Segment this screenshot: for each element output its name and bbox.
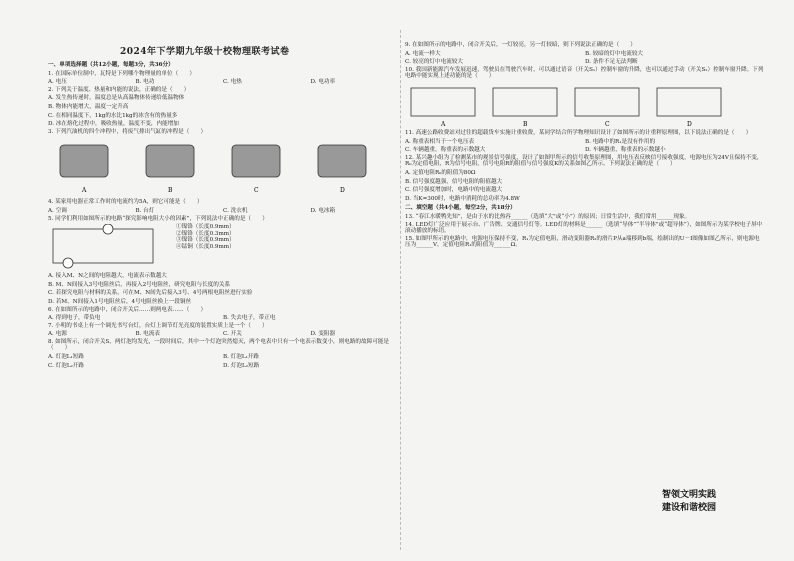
q14-stem: 14. LED灯广泛应用于展示台、广告牌、交通信号灯等。LED灯的材料是______（选填“导体”“半导体”或“超导体”），如图所示为某学校电子屏中滚动播放的标语。 (405, 221, 763, 235)
q8-option-d[interactable]: D. 灯泡L₂短路 (223, 362, 260, 369)
q9-options (405, 50, 765, 67)
q8-option-c[interactable]: C. 灯泡L₂开路 (48, 362, 84, 369)
q5-option-d[interactable]: D. 若M、N间接入1号电阻丝后，4号电阻丝换上一段铜丝 (48, 298, 192, 305)
q11-options (405, 138, 765, 155)
q5-wire-3: ③镍铬（长度0.9mm） (176, 237, 235, 244)
q12-option-b[interactable]: B. 信号强度越强，信号电阻的阻值越大 (405, 178, 503, 185)
q4-option-c[interactable]: C. 洗衣机 (223, 207, 248, 214)
page-title: 2024年下学期九年级十校物理联考试卷 (120, 47, 290, 57)
q11-option-c[interactable]: C. 车辆越重，称重表的示数越大 (405, 147, 486, 154)
q5-wire-4: ④锰铜（长度0.9mm） (176, 243, 235, 250)
q9-stem: 9. 在如图所示的电路中，闭合开关后，一灯较亮，另一灯较暗，则下列说法正确的是（ ） (405, 42, 636, 48)
q5-option-c[interactable]: C. 若探究电阻与材料的关系，可在M、N间先后接入3号、4号两根电阻丝进行实验 (48, 290, 253, 297)
q15-stem: 15. 如图甲所示的电路中，电源电压保持不变，R₁为定值电阻，滑动变阻器R₂的滑片P从a端移到b端，绘制出的U－I图像如图乙所示，则电源电压为______V，定值电阻R₁的阻值为______Ω。 (405, 235, 760, 249)
q5-wire-2: ②镍铬（长度0.3mm） (176, 230, 235, 237)
q12-option-a[interactable]: A. 定值电阻R₀的阻值为80Ω (405, 169, 476, 176)
q2-option-a[interactable]: A. 发生热传递时，温度总是从高温物体传递给低温物体 (48, 95, 185, 102)
circuit-label-c: C (605, 120, 610, 128)
q8-options (48, 353, 398, 370)
column-divider (400, 30, 401, 550)
engine-label-b: B (168, 187, 173, 195)
q1-option-d[interactable]: D. 电功率 (310, 79, 336, 86)
q7-stem: 7. 小明的书桌上有一个调光书写台灯，台灯上调节灯光亮度的装置实质上是一个（ ） (48, 322, 268, 329)
window-circuits-diagram (405, 82, 735, 128)
q5-option-a[interactable]: A. 接入M、N之间的电阻越大，电流表示数越大 (48, 273, 167, 280)
q9-option-c[interactable]: C. 较亮的灯中电流较大 (405, 59, 463, 66)
q8-stem: 8. 如图所示，闭合开关S，两灯泡均发光，一段时间后，其中一个灯泡突然熄灭，两个电表中只有一个电表示数变小，则电路的故障可能是（ ） (48, 338, 389, 352)
lamp-icon (103, 224, 113, 234)
q8-option-a[interactable]: A. 灯泡L₁短路 (48, 354, 84, 361)
q11-stem: 11. 高速公路收费站对过往的超载货车实施计重收费，某同学结合所学物理知识设计了如图所示的计重秤原理图，以下说法正确的是（ ） (405, 129, 752, 136)
q1-options (48, 78, 398, 87)
q6-stem: 6. 在如图所示的电路中，闭合开关后……则两电表……（ ） (48, 306, 207, 313)
q6-options (48, 314, 398, 323)
q11-option-b[interactable]: B. 电路中的R₁是没有作用的 (585, 138, 656, 145)
q10-circuits (405, 82, 765, 128)
q3-engine-figures (48, 137, 398, 197)
section2-heading: 二、填空题（共4小题，每空2分，共18分） (405, 205, 516, 212)
q2-option-b[interactable]: B. 物体内能增大，温度一定升高 (48, 103, 129, 110)
circuit-a (411, 88, 475, 116)
circuit-d (657, 88, 721, 116)
q4-options (48, 207, 398, 216)
q11-option-a[interactable]: A. 称重表相当于一个电压表 (405, 138, 475, 145)
right-column (405, 42, 765, 250)
left-column (48, 60, 398, 370)
q1-stem: 1. 在国际单位制中，瓦特是下列哪个物理量的单位（ ） (48, 70, 195, 77)
engine-strokes-diagram (48, 137, 388, 197)
engine-c (232, 145, 280, 177)
engine-label-d: D (340, 187, 345, 195)
circuit-label-d: D (687, 120, 692, 128)
q1-option-a[interactable]: A. 电压 (48, 79, 67, 86)
q1-option-c[interactable]: C. 电热 (223, 79, 242, 86)
engine-b (146, 145, 194, 177)
q8-option-b[interactable]: B. 灯泡L₁开路 (223, 354, 259, 361)
q4-option-d[interactable]: D. 电冰箱 (310, 207, 336, 214)
circuit-label-a: A (441, 120, 446, 128)
q7-option-d[interactable]: D. 变阻器 (310, 331, 336, 338)
q1-option-b[interactable]: B. 电功 (135, 79, 155, 86)
engine-d (318, 145, 366, 177)
circuit-b (493, 88, 557, 116)
q12-stem: 12. 某兴趣小组为了检测某市的观景信号强度，设计了如图甲所示的信号收集原理图，用电压表反映信号接收强度，电源电压为24V且保持不变，R₀为定值电阻，R为信号电阻，信号电阻R的阻值与信号强度K的关系如图乙所示。下列说法正确的是（ ） (405, 154, 763, 168)
q7-options (48, 330, 398, 339)
q9-option-a[interactable]: A. 电流一样大 (405, 50, 441, 57)
q2-stem: 2. 下列关于温度、热量和内能的说法，正确的是（ ） (48, 86, 190, 93)
q5-figure (48, 224, 398, 270)
q5-circuit (48, 224, 168, 270)
q6-option-b[interactable]: B. 失去电子，带正电 (223, 315, 276, 322)
q5-option-b[interactable]: B. M、N间接入3号电阻丝后，再接入2号电阻丝，研究电阻与长度的关系 (48, 281, 231, 288)
slogan-line-1: 智领文明实践 (662, 490, 717, 500)
q13-stem: 13. “春江水暖鸭先知”，是由于水的比热容______（选填“大”或“小”）的原因；日常生活中，我们常用______现象。 (405, 213, 691, 220)
q3-stem: 3. 下列汽油机的四个冲程中，将废气排出气缸的冲程是（ ） (48, 128, 207, 135)
q7-option-a[interactable]: A. 电源 (48, 331, 67, 338)
q10-stem: 10. 我国新能源汽车发展迅速，驾驶员在驾驶汽车时，可以通过语音（开关S₁）控制车窗的升降，也可以通过手动（开关S₂）控制车窗升降。下列电路中能实现上述功能的是（ ） (405, 66, 764, 80)
q11-option-d[interactable]: D. 车辆越重，称重表的示数越小 (585, 147, 666, 154)
slogan-line-2: 建设和谐校园 (662, 503, 717, 513)
q12-option-d[interactable]: D. 当K=300时，电路中消耗的总功率为4.8W (405, 195, 520, 202)
q6-option-a[interactable]: A. 得到电子，带负电 (48, 315, 101, 322)
engine-label-c: C (254, 187, 259, 195)
ammeter-icon (63, 258, 73, 268)
q2-option-c[interactable]: C. 在相同温度下，1kg的水比1kg的冰含有的热量多 (48, 112, 178, 119)
q7-option-c[interactable]: C. 开关 (223, 331, 242, 338)
section1-heading: 一、单项选择题（共12小题，每题3分，共36分） (48, 62, 174, 68)
q5-wire-1: ①镍铬（长度0.9mm） (176, 224, 235, 231)
q4-option-b[interactable]: B. 台灯 (135, 207, 155, 214)
q4-option-a[interactable]: A. 空调 (48, 207, 67, 214)
engine-a (60, 145, 108, 177)
q9-option-d[interactable]: D. 条件不足无法判断 (585, 59, 638, 66)
circuit-label-b: B (523, 120, 528, 128)
q2-option-d[interactable]: D. 冰在熔化过程中，吸收热量，温度不变，内能增加 (48, 121, 179, 128)
q5-stem: 5. 同学们利用如图所示的电路“探究影响电阻大小的因素”，下列说法中正确的是（ ） (48, 215, 268, 222)
q7-option-b[interactable]: B. 电流表 (135, 331, 160, 338)
q4-stem: 4. 某家用电器正常工作时的电流约为5A，则它可能是（ ） (48, 199, 203, 206)
q9-option-b[interactable]: B. 较暗的灯中电流较大 (585, 50, 644, 57)
q12-option-c[interactable]: C. 信号强度增加时，电路中的电流越大 (405, 187, 503, 194)
circuit-c (575, 88, 639, 116)
q5-wire-list (176, 224, 235, 270)
engine-label-a: A (82, 187, 87, 195)
